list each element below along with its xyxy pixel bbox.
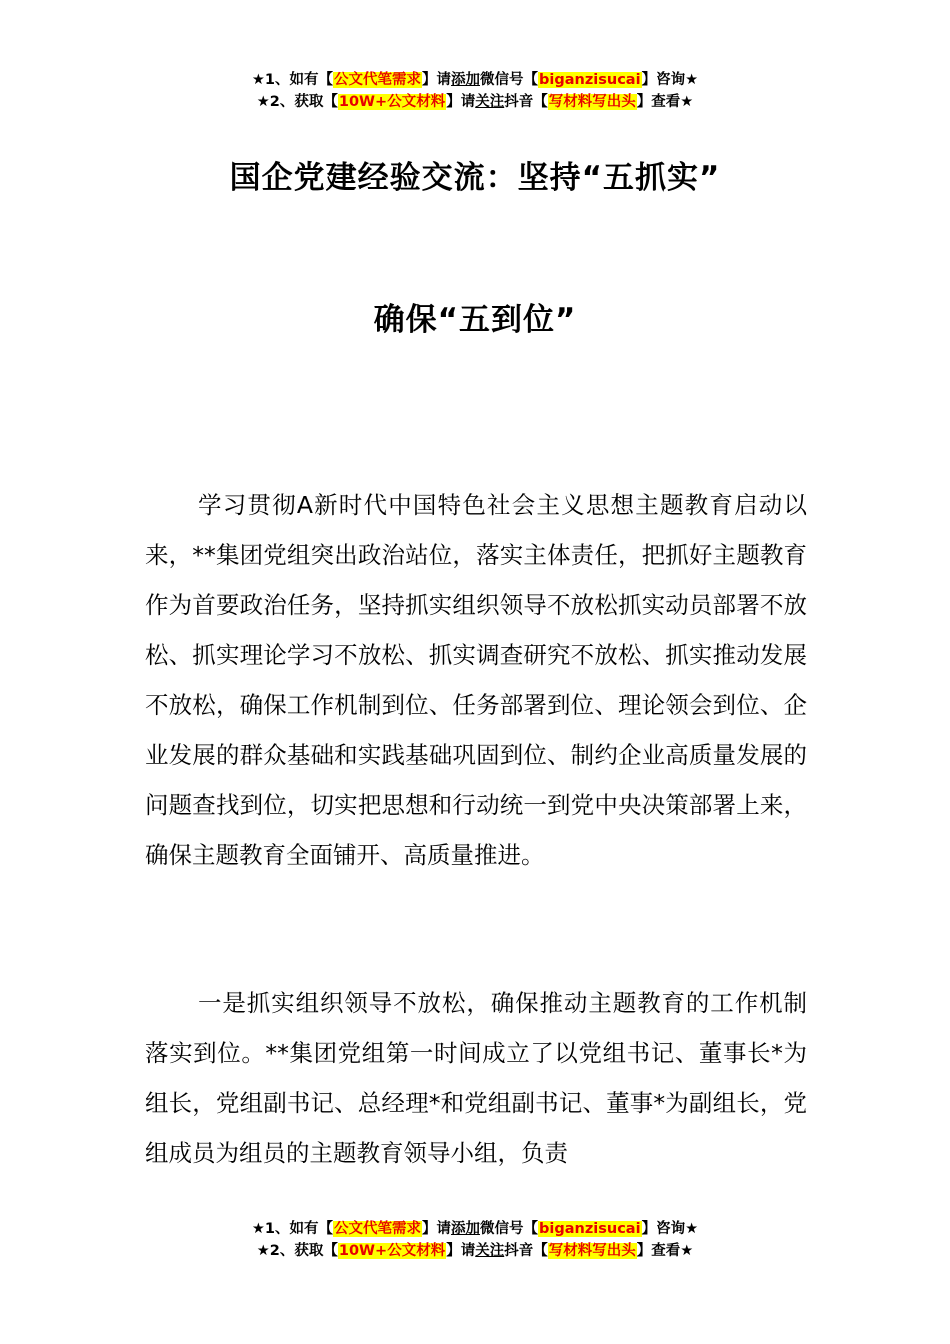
document-title-line-1: 国企党建经验交流：坚持“五抓实”	[229, 160, 721, 196]
highlight-text: 10W+公文材料	[338, 1243, 446, 1259]
wechat-id: biganzisucai	[539, 72, 641, 88]
document-title-line-2: 确保“五到位”	[373, 302, 577, 338]
banner-line-1: ★1、如有【公文代笔需求】请添加微信号【biganzisucai】咨询★	[251, 72, 699, 88]
body-paragraph-2: 一是抓实组织领导不放松，确保推动主题教育的工作机制落实到位。**集团党组第一时间成立了以党组书记、董事长*为组长，党组副书记、总经理*和党组副书记、董事*为副组长，党组成员为组员的主题教育领导小组，负责	[145, 989, 807, 1167]
underlined-text: 关注	[475, 94, 505, 110]
underlined-text: 关注	[475, 1243, 505, 1259]
body-paragraph-1: 学习贯彻A新时代中国特色社会主义思想主题教育启动以来，**集团党组突出政治站位，落实主体责任，把抓好主题教育作为首要政治任务，坚持抓实组织领导不放松抓实动员部署不放松、抓实理论学习不放松、抓实调查研究不放松、抓实推动发展不放松，确保工作机制到位、任务部署到位、理论领会到位、企业发展的群众基础和实践基础巩固到位、制约企业高质量发展的问题查找到位，切实把思想和行动统一到党中央决策部署上来，确保主题教育全面铺开、高质量推进。	[145, 491, 807, 869]
underlined-text: 添加	[451, 72, 481, 88]
highlight-text: 公文代笔需求	[334, 72, 422, 88]
wechat-id: biganzisucai	[539, 1221, 641, 1237]
douyin-account: 写材料写出头	[548, 1243, 636, 1259]
douyin-account: 写材料写出头	[548, 94, 636, 110]
banner-line-2: ★2、获取【10W+公文材料】请关注抖音【写材料写出头】查看★	[256, 1243, 694, 1259]
underlined-text: 添加	[451, 1221, 481, 1237]
banner-line-1: ★1、如有【公文代笔需求】请添加微信号【biganzisucai】咨询★	[251, 1221, 699, 1237]
banner-line-2: ★2、获取【10W+公文材料】请关注抖音【写材料写出头】查看★	[256, 94, 694, 110]
footer-banner	[0, 1218, 950, 1262]
highlight-text: 10W+公文材料	[338, 94, 446, 110]
header-banner	[0, 69, 950, 113]
highlight-text: 公文代笔需求	[334, 1221, 422, 1237]
